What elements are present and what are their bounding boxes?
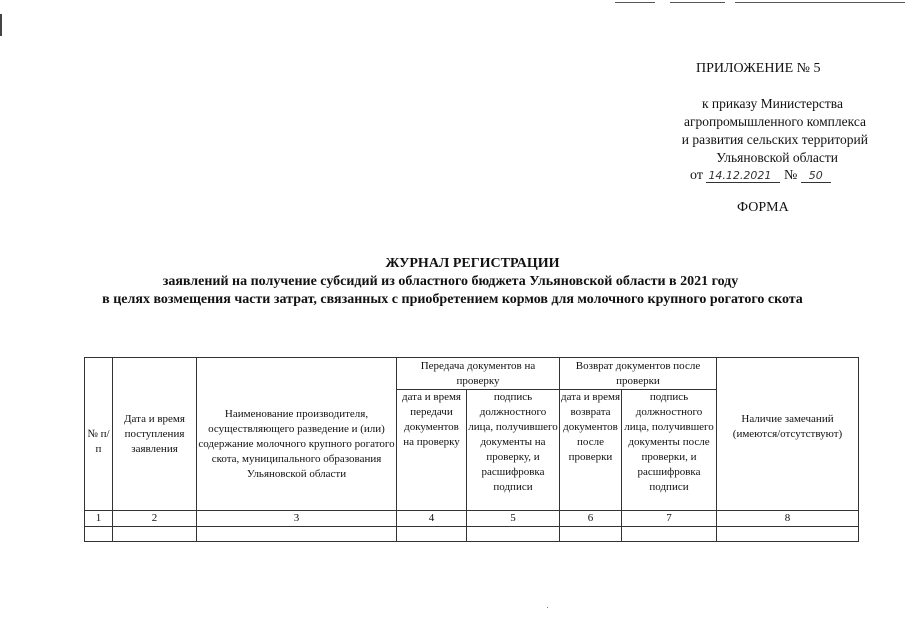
order-date-row	[690, 168, 831, 184]
column-number: 4	[397, 511, 467, 527]
order-date-prefix: от	[690, 168, 703, 183]
appendix-line-4: Ульяновской области	[716, 150, 838, 165]
column-number: 5	[467, 511, 560, 527]
registration-table	[84, 357, 859, 542]
col-header-return-date: дата и время возврата документов после проверки	[560, 390, 622, 511]
group-header-transfer: Передача документов на проверку	[397, 358, 560, 390]
col-header-producer-name: Наименование производителя, осуществляющего разведение и (или) содержание молочного крупного рогатого скота, муниципального образования Ульяновской области	[197, 358, 397, 511]
col-header-number: № п/п	[85, 358, 113, 511]
table-row	[85, 527, 859, 542]
appendix-line-3: и развития сельских территорий	[681, 132, 868, 147]
column-number-row	[85, 511, 859, 527]
column-number: 8	[717, 511, 859, 527]
column-number: 6	[560, 511, 622, 527]
form-label: ФОРМА	[737, 200, 789, 215]
order-date-handwritten: 14.12.2021	[706, 169, 780, 183]
order-number-handwritten: 50	[801, 169, 831, 183]
table-cell[interactable]	[197, 527, 397, 542]
table-cell[interactable]	[560, 527, 622, 542]
column-number: 7	[622, 511, 717, 527]
col-header-transfer-date: дата и время передачи документов на проверку	[397, 390, 467, 511]
col-header-transfer-signature: подпись должностного лица, получившего документы на проверку, и расшифровка подписи	[467, 390, 560, 511]
order-number-prefix: №	[783, 168, 798, 183]
column-number: 3	[197, 511, 397, 527]
col-header-remarks: Наличие замечаний (имеются/отсутствуют)	[717, 358, 859, 511]
table-cell[interactable]	[85, 527, 113, 542]
scan-edge-line	[615, 2, 655, 3]
scan-edge-line	[670, 2, 725, 3]
column-number: 1	[85, 511, 113, 527]
table-cell[interactable]	[622, 527, 717, 542]
col-header-return-signature: подпись должностного лица, получившего документы после проверки, и расшифровка подписи	[622, 390, 717, 511]
scan-edge-mark	[0, 14, 2, 36]
appendix-line-2: агропромышленного комплекса	[684, 114, 866, 129]
table-cell[interactable]	[113, 527, 197, 542]
journal-subtitle-2: в целях возмещения части затрат, связанных с приобретением кормов для молочного крупного рогатого скота	[102, 292, 803, 307]
col-header-date-received: Дата и время поступления заявления	[113, 358, 197, 511]
group-header-return: Возврат документов после проверки	[560, 358, 717, 390]
column-number: 2	[113, 511, 197, 527]
table-cell[interactable]	[467, 527, 560, 542]
journal-subtitle-1: заявлений на получение субсидий из областного бюджета Ульяновской области в 2021 году	[162, 274, 739, 289]
appendix-line-1: к приказу Министерства	[701, 96, 843, 111]
scan-speck	[547, 607, 548, 608]
journal-title: ЖУРНАЛ РЕГИСТРАЦИИ	[385, 256, 560, 271]
appendix-title: ПРИЛОЖЕНИЕ № 5	[696, 61, 821, 76]
table-cell[interactable]	[397, 527, 467, 542]
scan-edge-line	[735, 2, 905, 3]
table-cell[interactable]	[717, 527, 859, 542]
